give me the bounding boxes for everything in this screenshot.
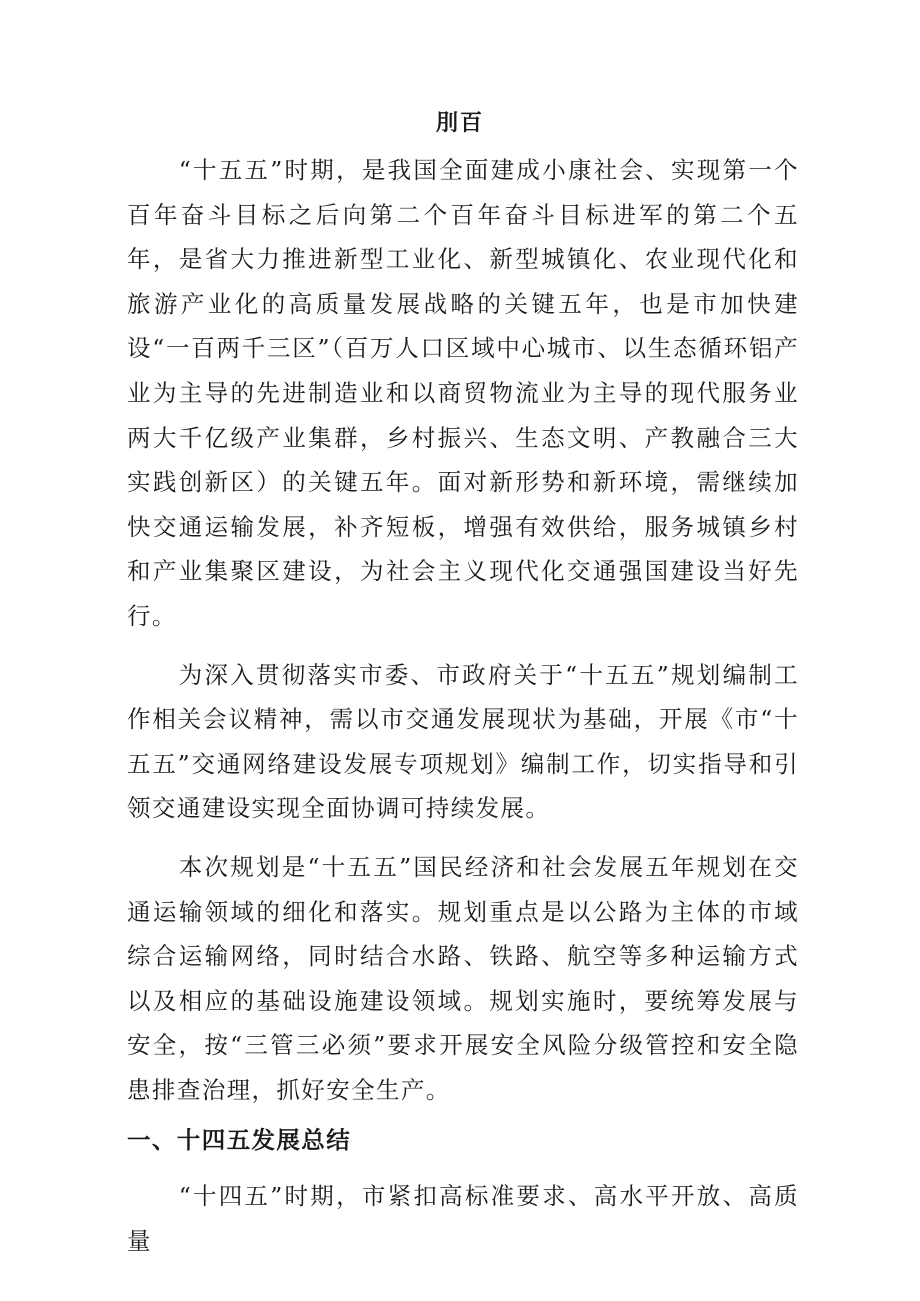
document-body bbox=[127, 148, 799, 1278]
paragraph-3: 本次规划是“十五五”国民经济和社会发展五年规划在交通运输领域的细化和落实。规划重点是以公路为主体的市域综合运输网络，同时结合水路、铁路、航空等多种运输方式以及相应的基础设施建设领域。规划实施时，要统筹发展与安全，按“三管三必须”要求开展安全风险分级管控和安全隐患排查治理，抓好安全生产。 bbox=[127, 852, 799, 1104]
paragraph-2: 为深入贯彻落实市委、市政府关于“十五五”规划编制工作相关会议精神，需以市交通发展现状为基础，开展《市“十五五”交通网络建设发展专项规划》编制工作，切实指导和引领交通建设实现全面协调可持续发展。 bbox=[127, 660, 799, 823]
paragraph-1: “十五五”时期，是我国全面建成小康社会、实现第一个百年奋斗目标之后向第二个百年奋斗目标进军的第二个五年，是省大力推进新型工业化、新型城镇化、农业现代化和旅游产业化的高质量发展战略的关键五年，也是市加快建设“一百两千三区”（百万人口区域中心城市、以生态循环铝产业为主导的先进制造业和以商贸物流业为主导的现代服务业两大千亿级产业集群，乡村振兴、生态文明、产教融合三大实践创新区）的关键五年。面对新形势和新环境，需继续加快交通运输发展，补齐短板，增强有效供给，服务城镇乡村和产业集聚区建设，为社会主义现代化交通强国建设当好先行。 bbox=[127, 156, 799, 630]
section-paragraph: “十四五”时期，市紧扣高标准要求、高水平开放、高质量 bbox=[127, 1182, 799, 1256]
page-title: 刖百 bbox=[435, 111, 484, 136]
section-heading: 一、十四五发展总结 bbox=[127, 1126, 352, 1155]
